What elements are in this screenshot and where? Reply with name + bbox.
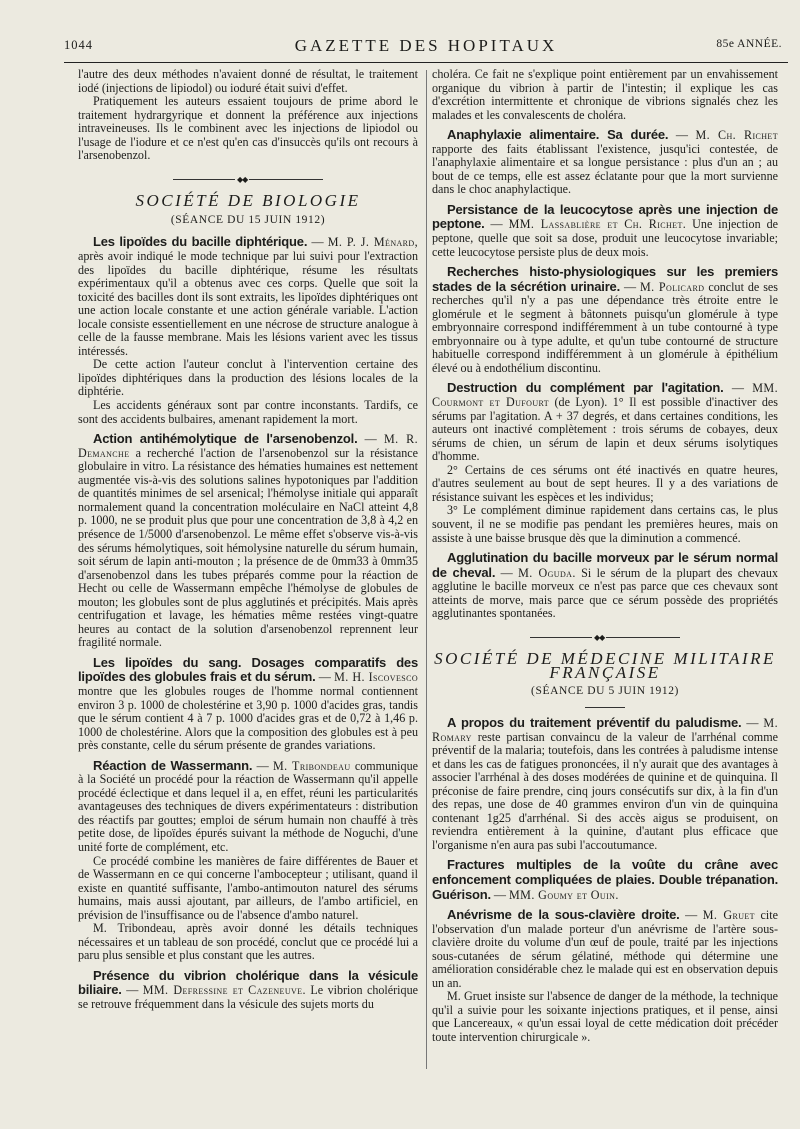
article-body: Une injection de peptone, quelle que soit sa dose, produit une leucocytose invariable; cette leucocytose persiste plus de deux mois.: [432, 217, 779, 259]
article-heading: Anaphylaxie alimentaire. Sa durée.: [447, 127, 669, 143]
article-body: montre que les globules rouges de l'homme normal contiennent environ 3 p. 1000 de cholestérine et 3,90 p. 1000 d'acides gras, tandis que le sérum contient 4 à 7 p. 1000 d'acides gras et de 0,72 à 1,46 p. 1000 de cholestérine. Alors que la composition des globules est à peu près constante, celle du sérum présente de grandes variations.: [78, 683, 418, 753]
article-body: cite l'observation d'un malade porteur d'un anévrisme de l'artère sous-clavière droite du volume d'un œuf de poule, traité par les injections sous-cutanées de sérum gélatiné, méthode qui détermine une amélioration considérable chez le malade qui est en observation depuis un an.: [432, 908, 778, 990]
article-heading: A propos du traitement préventif du paludisme.: [447, 714, 742, 730]
article: Réaction de Wassermann. — M. Tribondeau communique à la Société un procédé pour la réaction de Wassermann qu'il appelle procédé éclectique et dans lequel il a, en effet, réuni les particularités avantageuses des techniques de divers expérimentateurs : distribution des réactifs par gouttes; emploi de sérum humain non chauffé à très petite dose, de lipoïdes épurés suivant la méthode de Noguchi, d'une unité forte de complément, etc. Ce procédé combine les manières de faire différentes de Bauer et de Wassermann en ce qui concerne l'ambocepteur ; utilisant, quand il existe en quantité suffisante, l'ambo-antimouton naturel des sérums humains, mais aussi ajoutant, par ailleurs, de l'ambo artificiel, en prévision de l'insuffisance ou de l'absence d'ambo naturel. M. Tribondeau, après avoir donné les détails techniques nécessaires et un tableau de son procédé, conclut que ce procédé lui a paru plus sensible et plus constant que les autres.: [78, 757, 418, 963]
article-body: a recherché l'action de l'arsenobenzol sur la résistance globulaire in vitro. La résistance des hématies humaines est nettement augmentée vis-à-vis des solutions salines hypotoniques par l'addition de quantités minimes de sel arsenical; l'hémolyse initiale qui apparaît normalement quand la concentration moléculaire en NaCl atteint 4,8 p. 1000, ne se produit plus que pour une concentration de 3,8 à 4,2 en présence de 1/5000 d'arsenobenzol. Le même effet s'observe vis-à-vis des sérums hémolytiques, soit hémolysine naturelle du sérum humain, soit sérum de lapin anti-mouton ; la présence de de 0mm33 à 0mm35 d'arsenobenzol dans les tubes préparés comme pour la réaction de Hecht ou celle de Wassermann empêche l'hémolyse de globules de mouton; les globules sont de plus agglutinés et précipités. Mais après centrifugation et lavage, les hématies même restées vingt-quatre heures au contact de la solution d'arsenobenzol reprennent leur fragilité normale.: [78, 445, 418, 650]
short-rule: [585, 707, 625, 708]
paragraph: l'autre des deux méthodes n'avaient donné de résultat, le traitement iodé (injections de lipiodol) ou ioduré était suivi d'effet.: [78, 67, 418, 95]
article: Action antihémolytique de l'arsenobenzol. — M. R. Demanche a recherché l'action de l'arsenobenzol sur la résistance globulaire in vitro. La résistance des hématies humaines est nettement augmentée vis-à-vis des solutions salines hypotoniques par l'addition de quantités minimes de sel arsenical; l'hémolyse initiale qui apparaît normalement quand la concentration moléculaire en NaCl atteint 4,8 p. 1000, ne se produit plus que pour une concentration de 3,8 à 4,2 en présence de 1/5000 d'arsenobenzol. Le même effet s'observe vis-à-vis des sérums hémolytiques, soit hémolysine naturelle du sérum humain, soit sérum de lapin anti-mouton ; la présence de de 0mm33 à 0mm35 d'arsenobenzol dans les tubes préparés comme pour la réaction de Hecht ou celle de Wassermann empêche l'hémolyse de globules de mouton; les globules sont de plus agglutinés et précipités. Mais après centrifugation et lavage, les hématies même restées vingt-quatre heures au contact de la solution d'arsenobenzol reprennent leur fragilité normale.: [78, 431, 418, 650]
paragraph: M. Gruet insiste sur l'absence de danger de la méthode, la technique qu'il a suivie pour les soixante injections pratiques, et il pense, ainsi que Lancereaux, « qu'un essai loyal de cette médication doit précéder toute intervention chirurgicale ».: [432, 989, 778, 1044]
article: Destruction du complément par l'agitation. — MM. Courmont et Dufourt (de Lyon). 1° Il est possible d'inactiver des sérums par l'agitation. A + 37 degrés, et dans certaines conditions, les auteurs ont inactivé complètement : trois sérums de cobayes, deux sérums de chien, un sérum de lapin et deux sérums isolytiques d'homme. 2° Certains de ces sérums ont été inactivés en quatre heures, d'autres seulement au bout de sept heures. Il y a des variations de résistance suivant les espèces et les individus; 3° Le complément diminue rapidement dans certains cas, le plus souvent, il ne se modifie pas pendant les premières heures, mais on assiste à une baisse brusque dès que la diminution a commencé.: [432, 380, 778, 545]
article-body: (de Lyon). 1° Il est possible d'inactiver des sérums par l'agitation. A + 37 degrés, et dans certaines conditions, les auteurs ont inactivé complètement : trois sérums de cobayes, deux sérums de chien, un sérum de lapin et deux sérums isolytiques d'homme.: [432, 395, 778, 464]
article-author: M. R. Demanche: [78, 432, 418, 460]
session-date: (SÉANCE DU 5 JUIN 1912): [531, 685, 679, 698]
section-ornament: [78, 171, 418, 185]
left-column: [78, 68, 418, 1012]
session-date: (SÉANCE DU 15 JUIN 1912): [170, 213, 326, 226]
article: Anévrisme de la sous-clavière droite. — M. Gruet cite l'observation d'un malade porteur d'un anévrisme de l'artère sous-clavière droite du volume d'un œuf de poule, traité par les injections sous-cutanées de sérum gélatiné, méthode qui détermine une amélioration considérable chez le malade qui est en observation depuis un an. M. Gruet insiste sur l'absence de danger de la méthode, la technique qu'il a suivie pour les soixante injections pratiques, et il pense, ainsi que Lancereaux, « qu'un essai loyal de cette médication doit précéder toute intervention chirurgicale ».: [432, 907, 778, 1044]
article-author: M. Romary: [432, 715, 778, 744]
article-heading: Fractures multiples de la voûte du crâne avec enfoncement compliquées de plaies. Double trépanation. Guérison.: [432, 857, 778, 902]
article-heading: Anévrisme de la sous-clavière droite.: [447, 907, 680, 923]
paragraph: Les accidents généraux sont par contre inconstants. Tardifs, ce sont des accidents bulbaires, amenant rapidement la mort.: [78, 398, 418, 426]
article-heading: Recherches histo-physiologiques sur les premiers stades de la sécrétion urinaire.: [432, 264, 778, 294]
paragraph: 2° Certains de ces sérums ont été inactivés en quatre heures, d'autres seulement au bout de sept heures. Il y a des variations de résistance suivant les espèces et les individus;: [432, 462, 778, 504]
article-heading: Réaction de Wassermann.: [93, 757, 253, 773]
article-author: MM. Defressine et Cazeneuve.: [142, 983, 306, 998]
header-rule: [64, 62, 788, 63]
paragraph: choléra. Ce fait ne s'explique point entièrement par un envahissement organique du vibrion à partir de l'intestin; il explique les cas d'excrétion intermittente et chronique de vibrions signalés chez les malades et les convalescents de choléra.: [432, 67, 778, 122]
article-author: M. P. J. Ménard,: [327, 235, 419, 250]
article-heading: Agglutination du bacille morveux par le sérum normal de cheval.: [432, 550, 778, 580]
article-body: Si le sérum de la plupart des chevaux agglutine le bacille morveux ce n'est pas parce que ces chevaux sont atteints de morve, mais parce que ce sérum possède des propriétés agglutinantes spontanées.: [432, 565, 779, 621]
article-author: MM. Lassablière et Ch. Richet.: [508, 217, 687, 232]
article-heading: Action antihémolytique de l'arsenobenzol.: [93, 431, 358, 447]
year-label: 85e ANNÉE.: [716, 38, 782, 50]
section-title: SOCIÉTÉ DE MÉDECINE MILITAIRE FRANÇAISE: [434, 649, 776, 682]
article-author: M. H. Iscovesco: [334, 670, 419, 685]
article-heading: Présence du vibrion cholérique dans la vésicule biliaire.: [78, 967, 418, 998]
article: Présence du vibrion cholérique dans la vésicule biliaire. — MM. Defressine et Cazeneuve. Le vibrion cholérique se retrouve fréquemment dans la vésicule des sujets morts du: [78, 967, 419, 1011]
article: Recherches histo-physiologiques sur les premiers stades de la sécrétion urinaire. — M. Policard conclut de ses recherches qu'il n'y a pas une dépendance très étroite entre le glomérule et le segment à bâtonnets puisqu'un glomérule à type embryonnaire correspond indifféremment à un tube contourné à type embryonnaire ou à type adulte, et qu'un tube contourné de structure habituelle correspond indifféremment à un glomérule à épithélium élevé ou à endothélium discontinu.: [432, 264, 778, 375]
article: Agglutination du bacille morveux par le sérum normal de cheval. — M. Oguda. Si le sérum de la plupart des chevaux agglutine le bacille morveux ce n'est pas parce que ces chevaux sont atteints de morve, mais parce que ce sérum possède des propriétés agglutinantes spontanées.: [432, 550, 779, 621]
article-author: M. Tribondeau: [272, 758, 351, 773]
right-column: [432, 68, 778, 1045]
paragraph: De cette action l'auteur conclut à l'intervention certaine des lipoïdes diphtériques dans la production des lésions locales de la diphtérie.: [78, 357, 418, 399]
article-heading: Les lipoïdes du bacille diphtérique.: [93, 234, 308, 250]
article-author: M. Policard: [639, 279, 705, 294]
article: Les lipoïdes du bacille diphtérique. — M. P. J. Ménard, après avoir indiqué le mode technique par lui suivi pour l'extraction des lipoïdes du bacille diphtérique, résume les résultats expérimentaux qu'il a obtenus avec ces corps. Quelle que soit la toxicité des bacilles dont ils sont extraits, les lipoïdes diphtériques ont une action locale constante et une action générale variable. L'action locale consiste essentiellement en une nécrose de structure analogue à celle de la fausse membrane. Mais les lésions varient avec les tissus intéressés. De cette action l'auteur conclut à l'intervention certaine des lipoïdes diphtériques dans la production des lésions locales de la diphtérie. Les accidents généraux sont par contre inconstants. Tardifs, ce sont des accidents bulbaires, amenant rapidement la mort.: [78, 234, 419, 426]
section-title: SOCIÉTÉ DE BIOLOGIE: [135, 191, 361, 211]
article-body: Le vibrion cholérique se retrouve fréquemment dans la vésicule des sujets morts du: [78, 983, 419, 1011]
article-body: rapporte des faits établissant l'existence, jusqu'ici contestée, de l'anaphylaxie alimentaire et sa longue persistance : plus d'un an ; au bout de ce temps, elle est assez éclatante pour que la mort survienne dans le choc anaphylactique.: [432, 141, 778, 197]
article-heading: Les lipoïdes du sang. Dosages comparatifs des lipoïdes des globules frais et du sérum.: [78, 654, 418, 685]
article: Les lipoïdes du sang. Dosages comparatifs des lipoïdes des globules frais et du sérum. — M. H. Iscovesco montre que les globules rouges de l'homme normal contiennent environ 3 p. 1000 de cholestérine et 3,90 p. 1000 d'acides gras, tandis que le sérum contient 4 à 7 p. 1000 d'acides gras et de 0,72 à 1,46 p. 1000 de cholestérine. Alors que la composition des globules est à peu près constante, celle du sérum présente de grandes variations.: [78, 654, 419, 753]
article-author: M. Gruet: [702, 908, 755, 923]
paragraph: Pratiquement les auteurs essaient toujours de prime abord le traitement hydrargyrique et donnent la préférence aux injections intraveineuses. Ils le combinent avec les injections de lipiodol ou l'usage de l'iodure et ce n'est qu'en cas d'insuccès qu'ils ont recours à l'arsenobenzol.: [78, 94, 418, 163]
article-heading: Persistance de la leucocytose après une injection de peptone.: [432, 201, 778, 232]
column-divider: [426, 70, 427, 1069]
article-author: M. Oguda.: [518, 565, 576, 580]
article-author: MM. Courmont et Dufourt: [432, 381, 778, 410]
paragraph: M. Tribondeau, après avoir donné les détails techniques nécessaires et un tableau de son procédé, conclut que ce procédé lui a paru plus sensible et plus constant que les autres.: [78, 921, 418, 963]
article: Persistance de la leucocytose après une injection de peptone. — MM. Lassablière et Ch. Richet. Une injection de peptone, quelle que soit sa dose, produit une leucocytose invariable; cette leucocytose persiste plus de deux mois.: [432, 201, 779, 259]
article-body: après avoir indiqué le mode technique par lui suivi pour l'extraction des lipoïdes du bacille diphtérique, résume les résultats expérimentaux qu'il a obtenus avec ces corps. Quelle que soit la toxicité des bacilles dont ils sont extraits, les lipoïdes diphtériques ont une action locale constante et une action générale variable. L'action locale consiste essentiellement en une nécrose de structure analogue à celle de la fausse membrane. Mais les lésions varient avec les tissus intéressés.: [78, 249, 418, 358]
article-author: M. Ch. Richet: [695, 128, 778, 143]
journal-title: GAZETTE DES HOPITAUX: [294, 36, 558, 55]
article: Anaphylaxie alimentaire. Sa durée. — M. Ch. Richet rapporte des faits établissant l'existence, jusqu'ici contestée, de l'anaphylaxie alimentaire et sa longue persistance : plus d'un an ; au bout de ce temps, elle est assez éclatante pour que la mort survienne dans le choc anaphylactique.: [432, 127, 778, 197]
section-ornament: [432, 629, 778, 643]
article-heading: Destruction du complément par l'agitation.: [447, 380, 724, 396]
article: A propos du traitement préventif du paludisme. — M. Romary reste partisan convaincu de la valeur de l'arrhénal comme préventif de la malaria; toutefois, dans les contrées à paludisme intense et dans les cas de fatigues prononcées, il n'y aurait que des avantages à associer l'arrhénal à des doses modérées de quinine et de quinquina. Il préconise de faire prendre, cinq jours consécutifs sur dix, à la fin d'un des repas, une dose de 40 grammes environ d'un vin de quinquina contenant 1g25 d'arrhénal. Si des accès aigus se produisent, on reviendra entièrement à la quinine, d'autant plus efficace que l'organisme n'en aura pas subi l'accoutumance.: [432, 714, 778, 852]
article-body: reste partisan convaincu de la valeur de l'arrhénal comme préventif de la malaria; toutefois, dans les contrées à paludisme intense et dans les cas de fatigues prononcées, il n'y aurait que des avantages à associer l'arrhénal à des doses modérées de quinine et de quinquina. Il préconise de faire prendre, cinq jours consécutifs sur dix, à la fin d'un des repas, une dose de 40 grammes environ d'un vin de quinquina contenant 1g25 d'arrhénal. Si des accès aigus se produisent, on reviendra entièrement à la quinine, d'autant plus efficace que l'organisme n'en aura pas subi l'accoutumance.: [432, 729, 778, 852]
page-number: 1044: [64, 38, 93, 52]
article-body: communique à la Société un procédé pour la réaction de Wassermann qu'il appelle procédé éclectique et dans lequel il a, en effet, réuni les particularités avantageuses des techniques de divers expérimentateurs : distribution des réactifs par gouttes; emploi de sérum humain non chauffé à très petite dose, de lipoïdes épurés suivant la méthode de Noguchi, d'une unité forte de complément, etc.: [78, 758, 418, 854]
running-header: [64, 36, 788, 62]
paragraph: Ce procédé combine les manières de faire différentes de Bauer et de Wassermann en ce qui concerne l'ambocepteur ; utilisant, quand il existe en quantité suffisante, l'ambo-antimouton naturel des sérums humains, mais aussi ajoutant, par ailleurs, de l'ambo artificiel, en prévision de l'insuffisance ou de l'absence d'ambo naturel.: [78, 853, 418, 922]
article-author: MM. Goumy et Ouin.: [509, 887, 619, 902]
article-body: conclut de ses recherches qu'il n'y a pas une dépendance très étroite entre le glomérule et le segment à bâtonnets puisqu'un glomérule à type embryonnaire correspond indifféremment à un tube contourné à type embryonnaire ou à type adulte, et qu'un tube contourné de structure habituelle correspond indifféremment à un glomérule à épithélium élevé ou à endothélium discontinu.: [432, 279, 778, 375]
paragraph: 3° Le complément diminue rapidement dans certains cas, le plus souvent, il ne se modifie pas pendant les premières heures, mais on assiste à une baisse brusque dès que la diminution a commencé.: [432, 503, 778, 545]
article: Fractures multiples de la voûte du crâne avec enfoncement compliquées de plaies. Double trépanation. Guérison. — MM. Goumy et Ouin.: [432, 857, 778, 902]
